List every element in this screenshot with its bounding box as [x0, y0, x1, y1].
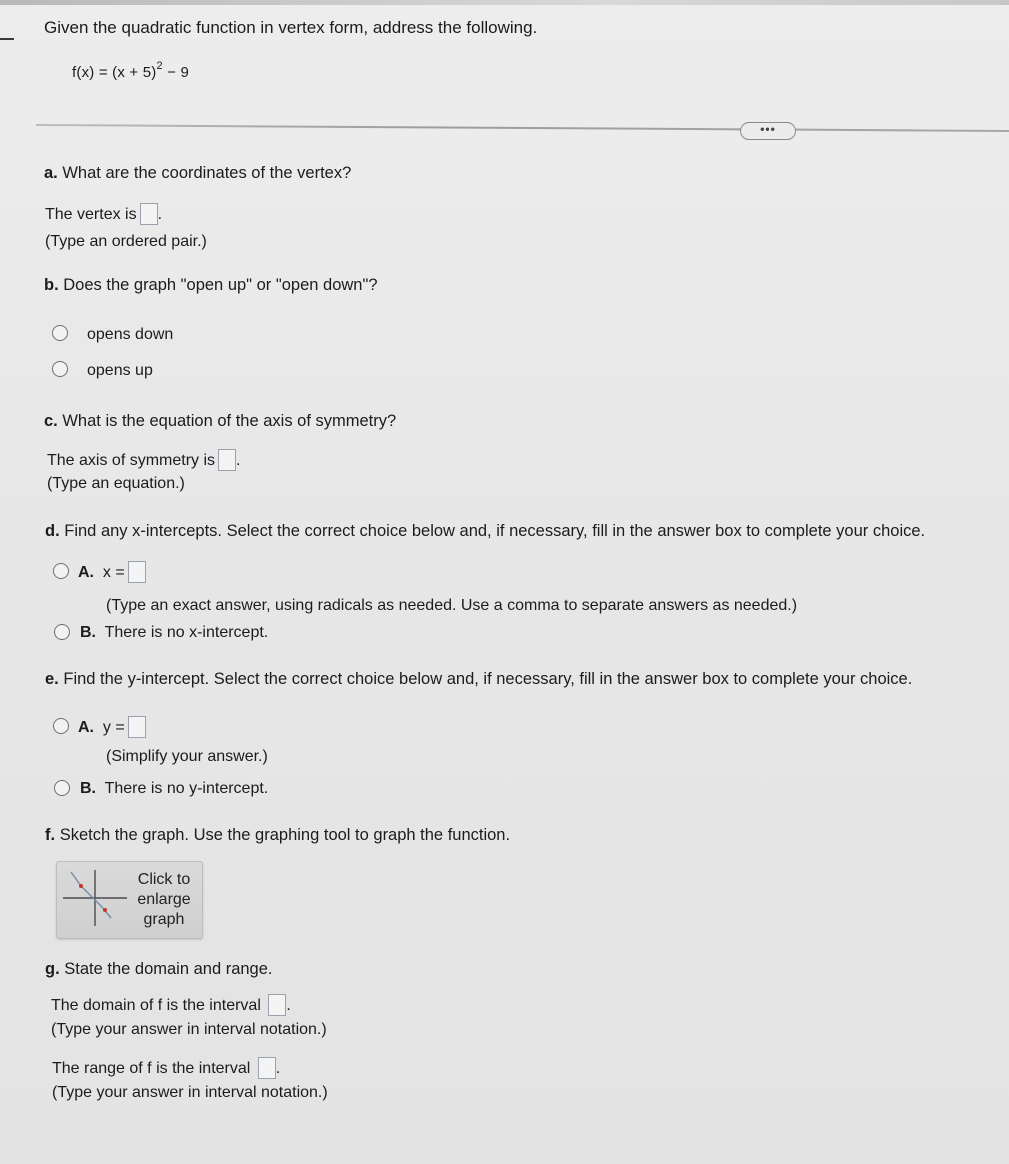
radio-opens-down[interactable]	[52, 325, 68, 341]
radio-d-option-b[interactable]	[54, 624, 70, 640]
axis-answer-line: The axis of symmetry is .	[47, 450, 240, 472]
radio-e-option-b[interactable]	[54, 780, 70, 796]
question-c-letter: c.	[44, 412, 58, 430]
vertex-answer-line: The vertex is .	[45, 204, 162, 226]
range-answer-prefix: The range of f is the interval	[52, 1060, 251, 1078]
d-option-b-letter: B.	[80, 624, 96, 641]
function-rhs: − 9	[162, 64, 190, 81]
d-option-a[interactable]	[78, 562, 146, 584]
question-g-letter: g.	[45, 960, 60, 978]
instruction-text: Given the quadratic function in vertex form, address the following.	[44, 18, 538, 37]
question-c	[44, 412, 396, 431]
e-option-b-letter: B.	[80, 780, 96, 797]
expand-more-button[interactable]: •••	[740, 122, 796, 140]
question-a-letter: a.	[44, 164, 58, 182]
e-option-a-letter: A.	[78, 719, 94, 737]
e-option-a-prefix: y =	[102, 719, 125, 737]
axis-hint: (Type an equation.)	[47, 475, 185, 492]
d-option-a-prefix: x =	[102, 564, 125, 582]
y-intercept-answer-box[interactable]	[128, 716, 146, 738]
radio-e-option-a[interactable]	[53, 718, 69, 734]
question-g	[45, 960, 273, 979]
range-answer-box[interactable]	[258, 1057, 276, 1079]
question-a	[44, 164, 351, 183]
e-option-a[interactable]	[78, 717, 146, 739]
d-option-b-text: There is no x-intercept.	[104, 624, 269, 641]
e-option-b[interactable]	[80, 780, 268, 798]
d-option-a-hint: (Type an exact answer, using radicals as needed. Use a comma to separate answers as needed.)	[106, 597, 798, 614]
question-f-letter: f.	[45, 826, 56, 844]
vertex-hint: (Type an ordered pair.)	[45, 233, 207, 250]
function-exponent: 2	[156, 60, 163, 72]
top-edge	[0, 0, 1009, 5]
question-c-text: What is the equation of the axis of symmetry?	[62, 412, 397, 430]
x-intercept-answer-box[interactable]	[128, 561, 146, 583]
axis-answer-box[interactable]	[218, 449, 236, 471]
radio-d-option-a[interactable]	[53, 563, 69, 579]
section-divider	[36, 124, 1009, 132]
e-option-a-hint: (Simplify your answer.)	[106, 748, 268, 765]
option-opens-up-label[interactable]: opens up	[87, 362, 153, 379]
domain-answer-prefix: The domain of f is the interval	[51, 997, 261, 1015]
enlarge-graph-button[interactable]	[56, 861, 203, 939]
domain-hint: (Type your answer in interval notation.)	[51, 1021, 327, 1038]
left-edge-mark	[0, 38, 14, 40]
question-d	[45, 522, 925, 541]
d-option-b[interactable]	[80, 624, 268, 642]
enlarge-graph-label: Click to enlarge graph	[137, 871, 191, 928]
e-option-b-text: There is no y-intercept.	[104, 780, 269, 797]
domain-answer-box[interactable]	[268, 994, 286, 1016]
range-answer-line: The range of f is the interval .	[52, 1058, 280, 1080]
radio-opens-up[interactable]	[52, 361, 68, 377]
function-lhs: f(x) = (x + 5)	[72, 64, 157, 81]
question-b	[44, 276, 378, 295]
question-e-letter: e.	[45, 670, 59, 688]
question-d-text: Find any x-intercepts. Select the correct choice below and, if necessary, fill in the answer box to complete your choice.	[64, 522, 926, 540]
question-a-text: What are the coordinates of the vertex?	[62, 164, 352, 182]
axis-answer-prefix: The axis of symmetry is	[47, 452, 216, 470]
question-d-letter: d.	[45, 522, 60, 540]
function-expression	[72, 62, 189, 81]
question-f	[45, 826, 510, 845]
range-hint: (Type your answer in interval notation.)	[52, 1084, 328, 1101]
question-e	[45, 670, 912, 689]
domain-answer-line: The domain of f is the interval .	[51, 995, 291, 1017]
question-g-text: State the domain and range.	[64, 960, 273, 978]
question-f-text: Sketch the graph. Use the graphing tool to graph the function.	[59, 826, 511, 844]
d-option-a-letter: A.	[78, 564, 94, 582]
vertex-answer-prefix: The vertex is	[45, 206, 137, 224]
vertex-answer-box[interactable]	[140, 203, 158, 225]
question-b-letter: b.	[44, 276, 59, 294]
graph-thumbnail-icon	[61, 868, 131, 932]
option-opens-down-label[interactable]: opens down	[87, 326, 174, 343]
question-b-text: Does the graph "open up" or "open down"?	[63, 276, 378, 294]
question-e-text: Find the y-intercept. Select the correct choice below and, if necessary, fill in the answer box to complete your choice.	[63, 670, 913, 688]
